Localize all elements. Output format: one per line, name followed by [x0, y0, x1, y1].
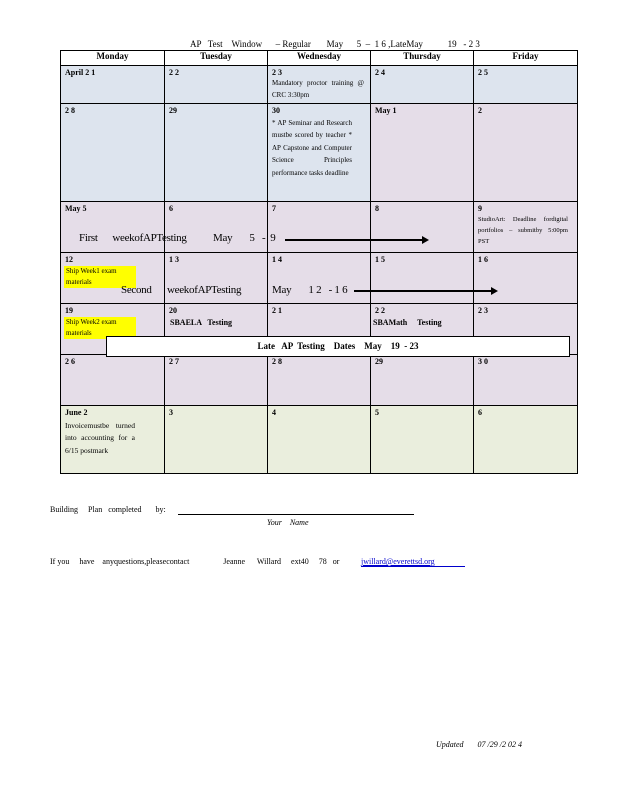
day-cell [474, 66, 578, 104]
day-cell [474, 253, 578, 304]
day-header-wednesday: Wednesday [268, 51, 371, 66]
date-number: 2 6 [65, 357, 75, 366]
date-number: 2 3 [272, 68, 282, 77]
week-row [61, 406, 578, 474]
day-cell [371, 66, 474, 104]
date-number: 2 7 [169, 357, 179, 366]
day-cell [268, 406, 371, 474]
ship-week1-note: Ship Week1 exam materials [64, 266, 136, 288]
your-name-caption: Your Name [267, 518, 309, 527]
week2-testing-dates: May 1 2 - 1 6 [272, 284, 348, 296]
cell-note: StudioArt: Deadline fordigital portfolios – submitby 5:00pm PST [478, 216, 568, 245]
day-header-friday: Friday [474, 51, 578, 66]
date-number: 6 [169, 204, 173, 213]
date-number: 1 3 [169, 255, 179, 264]
document-title: AP Test Window – Regular May 5 – 1 6 ,LateMay 19 - 2 3 [190, 39, 480, 49]
week2-label-second: Second [121, 284, 152, 296]
day-cell [61, 355, 165, 406]
date-number: 5 [375, 408, 379, 417]
week1-testing-dates: May 5 - 9 [213, 232, 276, 244]
date-number: 30 [272, 106, 280, 115]
day-cell [474, 406, 578, 474]
date-number: May 5 [65, 204, 87, 213]
cell-note: * AP Seminar and Research mustbe scored by teacher * AP Capstone and Computer Science Principles performance tasks deadline [272, 119, 352, 177]
cell-note: Invoicemustbe turned into accounting for a 6/15 postmark [65, 421, 135, 455]
signature-line [178, 514, 414, 515]
week2-arrow [354, 290, 492, 292]
date-number: 29 [375, 357, 383, 366]
week2-label-testing: weekofAPTesting [167, 284, 242, 296]
date-number: 8 [375, 204, 379, 213]
sba-ela-testing: SBAELA Testing [170, 318, 233, 327]
day-cell [371, 104, 474, 202]
day-cell [371, 253, 474, 304]
day-header-row [61, 51, 578, 66]
week1-testing-label: First weekofAPTesting [79, 232, 187, 244]
day-header-tuesday: Tuesday [165, 51, 268, 66]
day-cell [268, 355, 371, 406]
ship-week2-note: Ship Week2 exam materials [64, 317, 136, 339]
date-number: 2 [478, 106, 482, 115]
date-number: 2 2 [375, 306, 385, 315]
date-number: 2 3 [478, 306, 488, 315]
day-cell [474, 104, 578, 202]
date-number: 2 8 [65, 106, 75, 115]
day-cell [165, 406, 268, 474]
day-cell [61, 202, 165, 253]
day-cell [61, 406, 165, 474]
week-row [61, 66, 578, 104]
day-cell [268, 66, 371, 104]
date-number: 1 6 [478, 255, 488, 264]
day-header-thursday: Thursday [371, 51, 474, 66]
date-number: 19 [65, 306, 73, 315]
date-number: 2 1 [272, 306, 282, 315]
day-cell [474, 355, 578, 406]
date-number: 3 [169, 408, 173, 417]
date-number: 2 4 [375, 68, 385, 77]
contact-text: If you have anyquestions,pleasecontact Jeanne Willard ext40 78 or [50, 557, 340, 566]
date-number: 1 4 [272, 255, 282, 264]
day-header-monday: Monday [61, 51, 165, 66]
cell-note: Mandatory proctor training @ CRC 3:30pm [272, 79, 364, 100]
day-cell [61, 104, 165, 202]
week1-arrow [285, 239, 423, 241]
date-number: April 2 1 [65, 68, 96, 77]
day-cell [268, 104, 371, 202]
week-row [61, 104, 578, 202]
date-number: 2 2 [169, 68, 179, 77]
day-cell [268, 202, 371, 253]
week-row [61, 202, 578, 253]
date-number: 6 [478, 408, 482, 417]
date-number: 20 [169, 306, 177, 315]
date-number: May 1 [375, 106, 397, 115]
date-number: June 2 [65, 408, 88, 417]
email-link[interactable] [361, 557, 465, 567]
building-plan-label: Building Plan completed by: [50, 505, 166, 514]
date-number: 9 [478, 204, 482, 213]
day-cell [165, 202, 268, 253]
date-number: 2 8 [272, 357, 282, 366]
day-cell [165, 66, 268, 104]
email-link-text[interactable]: jwillard@everettsd.org [361, 557, 435, 566]
date-number: 3 0 [478, 357, 488, 366]
day-cell [371, 406, 474, 474]
day-cell [371, 355, 474, 406]
day-cell [61, 66, 165, 104]
date-number: 29 [169, 106, 177, 115]
day-cell [165, 355, 268, 406]
day-cell [474, 202, 578, 253]
date-number: 1 5 [375, 255, 385, 264]
updated-date: Updated 07 /29 /2 02 4 [436, 740, 522, 749]
date-number: 12 [65, 255, 73, 264]
calendar-table [60, 50, 578, 474]
day-cell [165, 104, 268, 202]
late-testing-banner: Late AP Testing Dates May 19 - 23 [106, 336, 570, 357]
sba-math-testing: SBAMath Testing [373, 318, 442, 327]
date-number: 2 5 [478, 68, 488, 77]
date-number: 4 [272, 408, 276, 417]
week-row [61, 355, 578, 406]
date-number: 7 [272, 204, 276, 213]
day-cell [371, 202, 474, 253]
